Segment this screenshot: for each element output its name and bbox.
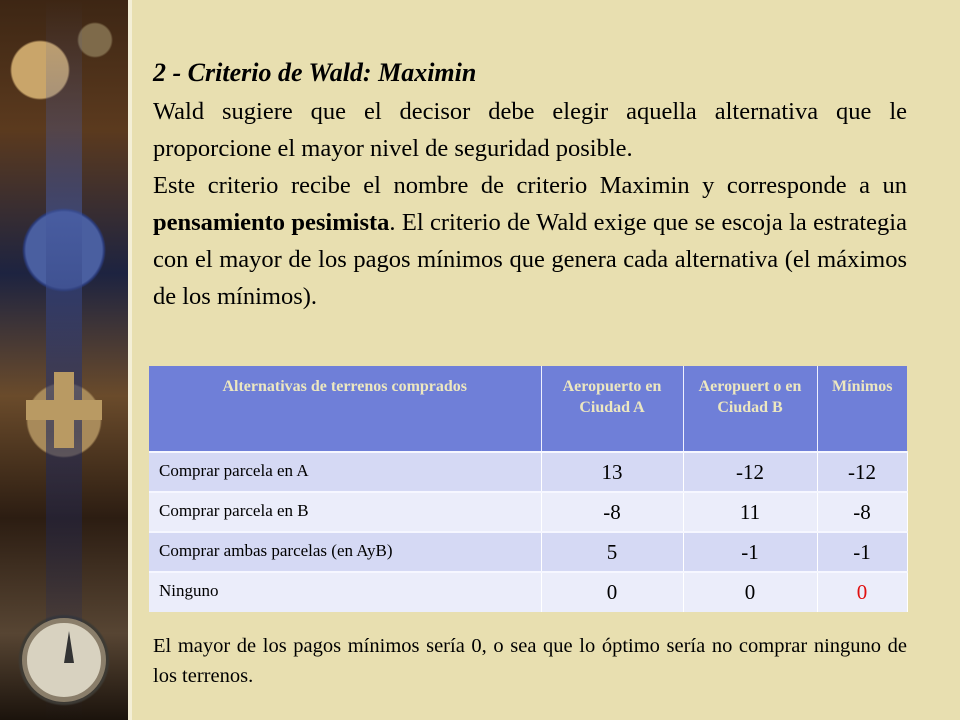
cell-airport-a: 0	[541, 572, 683, 612]
table-header-row	[149, 366, 907, 452]
cell-airport-b: -1	[683, 532, 817, 572]
side-divider	[128, 0, 132, 720]
criterion-text-start: Este criterio recibe el nombre de criterio Maximin y corresponde a un	[153, 172, 907, 199]
medal-ribbon-graphic	[46, 0, 82, 720]
criterion-text-end: . El criterio de Wald exige que se escoja la estrategia con el mayor de los pagos mínimos que genera cada alternativa (el máximos de los mínimos).	[153, 209, 907, 310]
decorative-side-image	[0, 0, 128, 720]
cell-airport-a: -8	[541, 492, 683, 532]
cell-airport-a: 5	[541, 532, 683, 572]
intro-paragraph: Wald sugiere que el decisor debe elegir aquella alternativa que le proporcione el mayor nivel de seguridad posible.	[153, 98, 907, 162]
row-label: Ninguno	[149, 572, 541, 612]
cell-airport-b: -12	[683, 452, 817, 492]
table-row	[149, 452, 907, 492]
medal-cross-graphic	[26, 372, 102, 448]
cell-minimum: -12	[817, 452, 907, 492]
payoff-table	[149, 366, 908, 612]
row-label: Comprar ambas parcelas (en AyB)	[149, 532, 541, 572]
header-airport-b: Aeropuert o en Ciudad B	[683, 366, 817, 452]
cell-airport-b: 0	[683, 572, 817, 612]
row-label: Comprar parcela en A	[149, 452, 541, 492]
header-airport-a: Aeropuerto en Ciudad A	[541, 366, 683, 452]
criterion-paragraph	[153, 167, 907, 315]
header-minimums: Mínimos	[817, 366, 907, 452]
pessimist-emphasis: pensamiento pesimista	[153, 209, 390, 236]
header-alternatives: Alternativas de terrenos comprados	[149, 366, 541, 452]
cell-airport-b: 11	[683, 492, 817, 532]
cell-minimum: -1	[817, 532, 907, 572]
conclusion-text: El mayor de los pagos mínimos sería 0, o sea que lo óptimo sería no comprar ninguno de los terrenos.	[153, 635, 907, 687]
compass-icon	[22, 618, 106, 702]
cell-minimum: -8	[817, 492, 907, 532]
table-row	[149, 492, 907, 532]
cell-minimum-optimal: 0	[817, 572, 907, 612]
table-row	[149, 572, 907, 612]
cell-airport-a: 13	[541, 452, 683, 492]
slide-heading: 2 - Criterio de Wald: Maximin	[153, 58, 477, 87]
row-label: Comprar parcela en B	[149, 492, 541, 532]
table-row	[149, 532, 907, 572]
